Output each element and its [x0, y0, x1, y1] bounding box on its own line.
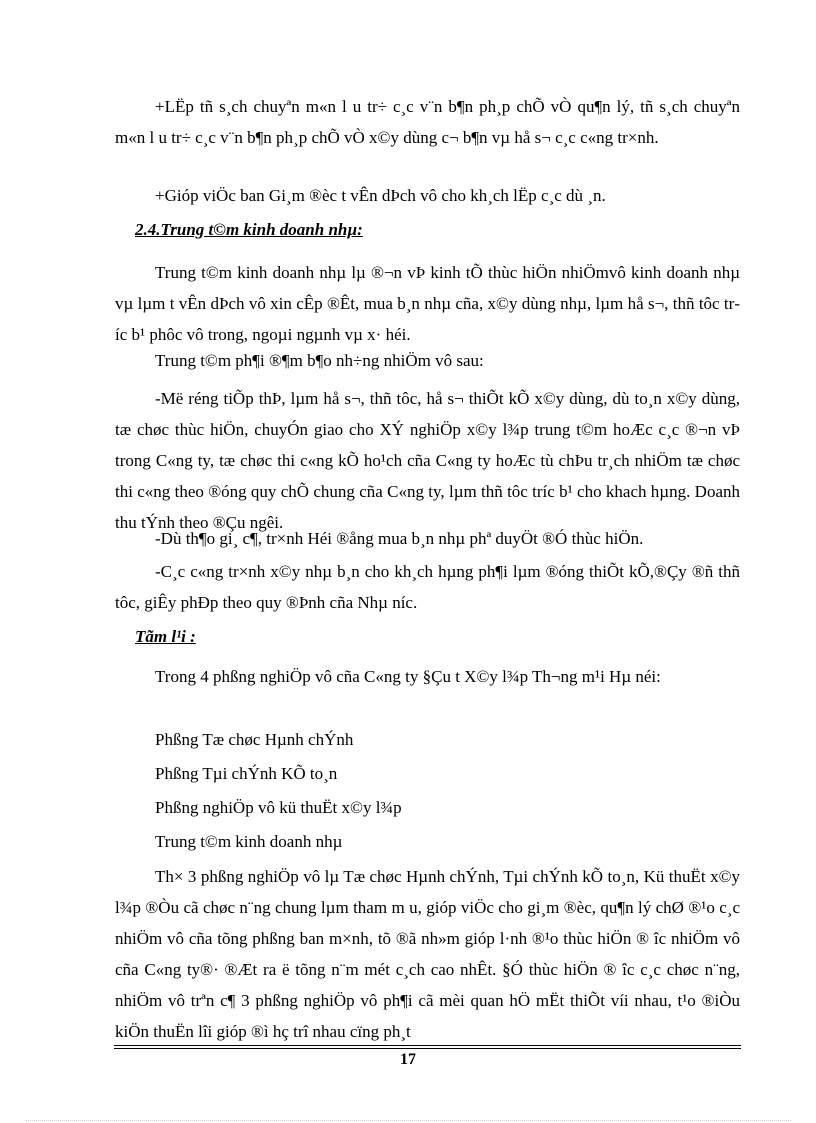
paragraph-housing-center: Trung t©m kinh doanh nhµ lµ ®¬n vÞ kinh tÕ thùc hiÖn nhiÖmvô kinh doanh nhµ vµ lµm t vÊn dÞch vô xin cÊp ®Êt, mua b¸n nhµ cña, x©y dùng nhµ, lµm hå s¬, thñ tôc tríc b¹ phôc vô trong, ngoµi ngµnh vµ x· héi.	[115, 263, 740, 344]
paragraph-duty-marketing: -Më réng tiÕp thÞ, lµm hå s¬, thñ tôc, hå s¬ thiÕt kÕ x©y dùng, dù to¸n x©y dùng, tæ chøc thùc hiÖn, chuyÓn giao cho XÝ nghiÖp x©y l¾p trung t©m hoÆc c¸c ®¬n vÞ trong C«ng ty, tæ chøc thi c«ng kÕ ho¹ch cña C«ng ty hoÆc tù chÞu tr¸ch nhiÖm tæ chøc thi c«ng theo ®óng quy chÕ chung cña C«ng ty, lµm thñ tôc tríc b¹ cho khach hµng. Doanh thu tÝnh theo ®Çu ngêi.	[115, 389, 740, 532]
paragraph-duty-construction: -C¸c c«ng tr×nh x©y nhµ b¸n cho kh¸ch hµng ph¶i lµm ®óng thiÕt kÕ,®Çy ®ñ thñ tôc, giÊy phÐp theo quy ®Þnh cña Nhµ níc.	[115, 562, 740, 612]
paragraph-consulting: +Gióp viÖc ban Gi¸m ®èc t vÊn dÞch vô cho kh¸ch lËp c¸c dù ¸n.	[155, 186, 606, 205]
section-heading-summary: Tãm l¹i :	[135, 627, 196, 646]
list-item-housing: Trung t©m kinh doanh nhµ	[155, 832, 343, 851]
footer-rule-bottom	[114, 1048, 741, 1049]
list-item-technical: Phßng nghiÖp vô kü thuËt x©y l¾p	[155, 798, 402, 817]
footer-rule-top	[114, 1045, 741, 1046]
paragraph-duties-intro: Trung t©m ph¶i ®¶m b¶o nh÷ng nhiÖm vô sau:	[155, 351, 484, 370]
list-item-admin: Phßng Tæ chøc Hµnh chÝnh	[155, 730, 354, 749]
section-heading-housing-center: 2.4.Trung t©m kinh doanh nhµ:	[135, 220, 363, 239]
paragraph-duty-pricing: -Dù th¶o gi¸ c¶, tr×nh Héi ®ång mua b¸n nhµ phª duyÖt ®Ó thùc hiÖn.	[155, 529, 644, 548]
list-item-finance: Phßng Tµi chÝnh KÕ to¸n	[155, 764, 338, 783]
paragraph-library: +LËp tñ s¸ch chuyªn m«n l u tr÷ c¸c v¨n b¶n ph¸p chÕ vÒ qu¶n lý, tñ s¸ch chuyªn m«n l u tr÷ c¸c v¨n b¶n ph¸p chÕ vÒ x©y dùng c¬ b¶n vµ hå s¬ c¸c c«ng tr×nh.	[115, 97, 740, 147]
paragraph-summary-body: Th× 3 phßng nghiÖp vô lµ Tæ chøc Hµnh chÝnh, Tµi chÝnh kÕ to¸n, Kü thuËt x©y l¾p ®Òu cã chøc n¨ng chung lµm tham m u, gióp viÖc cho gi¸m ®èc, qu¶n lý chØ ®¹o c¸c nhiÖm vô cña tõng phßng ban m×nh, tõ ®ã nh»m gióp l·nh ®¹o thùc hiÖn ® îc nhiÖm vô cña C«ng ty®· ®Æt ra ë tõng n¨m mét c¸ch cao nhÊt. §Ó thùc hiÖn ® îc c¸c chøc n¨ng, nhiÖm vô trªn c¶ 3 phßng nghiÖp vô ph¶i cã mèi quan hÖ mËt thiÕt víi nhau, t¹o ®iÒu kiÖn thuËn lîi gióp ®ì hç trî nhau cïng ph¸t	[115, 867, 740, 1041]
page-bottom-divider	[25, 1120, 791, 1121]
page-number: 17	[400, 1051, 416, 1068]
paragraph-summary-intro: Trong 4 phßng nghiÖp vô cña C«ng ty §Çu t X©y l¾p Th¬ng m¹i Hµ néi:	[155, 667, 661, 686]
